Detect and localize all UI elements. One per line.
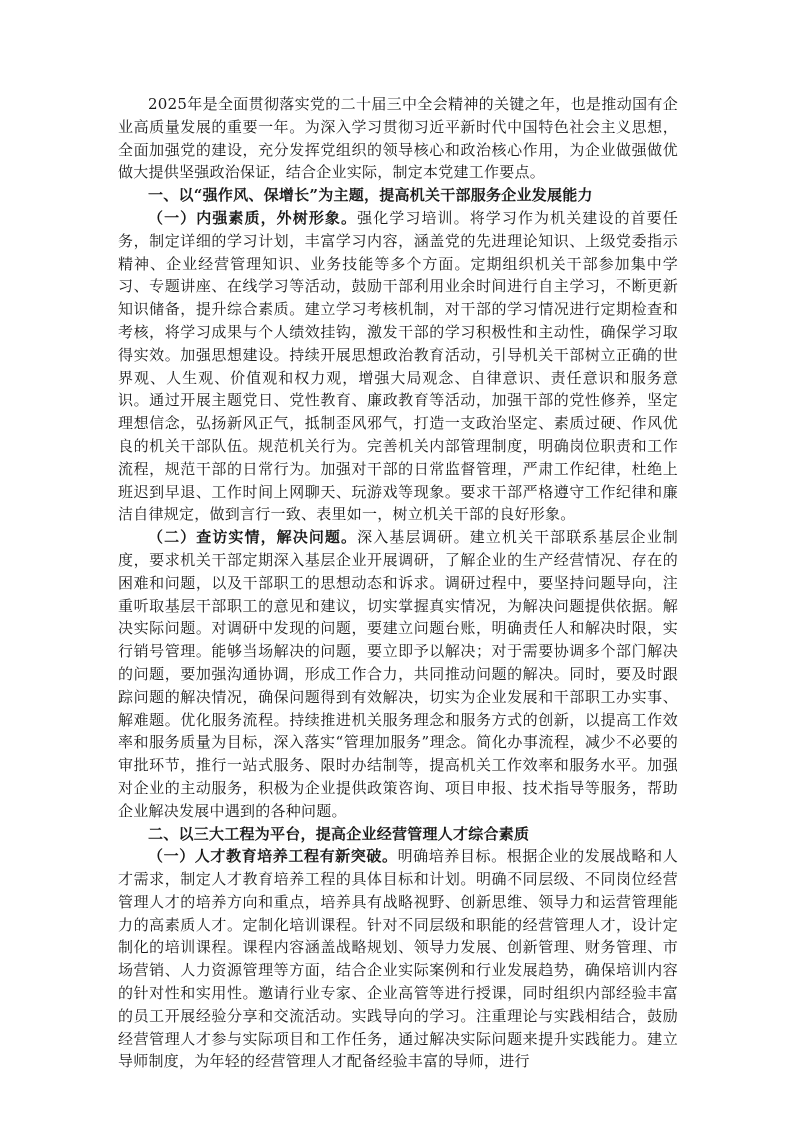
section-2-item-1-title: （一）人才教育培养工程有新突破。	[148, 847, 398, 866]
document-body	[118, 93, 678, 1073]
section-1-item-1	[118, 207, 678, 526]
section-2-item-1	[118, 845, 678, 1073]
section-2-heading: 二、以三大工程为平台，提高企业经营管理人才综合素质	[148, 824, 530, 843]
section-1-heading: 一、以“强作风、保增长”为主题，提高机关干部服务企业发展能力	[148, 186, 593, 205]
section-1-item-1-title: （一）内强素质，外树形象。	[148, 208, 358, 227]
intro-paragraph: 2025年是全面贯彻落实党的二十届三中全会精神的关键之年，也是推动国有企业高质量发展的重要一年。为深入学习贯彻习近平新时代中国特色社会主义思想，全面加强党的建设，充分发挥党组织的领导核心和政治核心作用，为企业做强做优做大提供坚强政治保证，结合企业实际，制定本党建工作要点。	[118, 95, 678, 182]
section-2-item-1-body: 明确培养目标。根据企业的发展战略和人才需求，制定人才教育培养工程的具体目标和计划。明确不同层级、不同岗位经营管理人才的培养方向和重点，培养具有战略视野、创新思维、领导力和运营管理能力的高素质人才。定制化培训课程。针对不同层级和职能的经营管理人才，设计定制化的培训课程。课程内容涵盖战略规划、领导力发展、创新管理、财务管理、市场营销、人力资源管理等方面，结合企业实际案例和行业发展趋势，确保培训内容的针对性和实用性。邀请行业专家、企业高管等进行授课，同时组织内部经验丰富的员工开展经验分享和交流活动。实践导向的学习。注重理论与实践相结合，鼓励经营管理人才参与实际项目和工作任务，通过解决实际问题来提升实践能力。建立导师制度，为年轻的经营管理人才配备经验丰富的导师，进行	[118, 847, 678, 1071]
section-1-item-2-body: 深入基层调研。建立机关干部联系基层企业制度，要求机关干部定期深入基层企业开展调研，了解企业的生产经营情况、存在的困难和问题，以及干部职工的思想动态和诉求。调研过程中，要坚持问题导向，注重听取基层干部职工的意见和建议，切实掌握真实情况，为解决问题提供依据。解决实际问题。对调研中发现的问题，要建立问题台账，明确责任人和解决时限，实行销号管理。能够当场解决的问题，要立即予以解决；对于需要协调多个部门解决的问题，要加强沟通协调，形成工作合力，共同推动问题的解决。同时，要及时跟踪问题的解决情况，确保问题得到有效解决，切实为企业发展和干部职工办实事、解难题。优化服务流程。持续推进机关服务理念和服务方式的创新，以提高工作效率和服务质量为目标，深入落实“管理加服务”理念。简化办事流程，减少不必要的审批环节，推行一站式服务、限时办结制等，提高机关工作效率和服务水平。加强对企业的主动服务，积极为企业提供政策咨询、项目申报、技术指导等服务，帮助企业解决发展中遇到的各种问题。	[118, 528, 678, 820]
section-1-item-1-body: 强化学习培训。将学习作为机关建设的首要任务，制定详细的学习计划，丰富学习内容，涵盖党的先进理论知识、上级党委指示精神、企业经营管理知识、业务技能等多个方面。定期组织机关干部参加集中学习、专题讲座、在线学习等活动，鼓励干部利用业余时间进行自主学习，不断更新知识储备，提升综合素质。建立学习考核机制，对干部的学习情况进行定期检查和考核，将学习成果与个人绩效挂钩，激发干部的学习积极性和主动性，确保学习取得实效。加强思想建设。持续开展思想政治教育活动，引导机关干部树立正确的世界观、人生观、价值观和权力观，增强大局观念、自律意识、责任意识和服务意识。通过开展主题党日、党性教育、廉政教育等活动，加强干部的党性修养，坚定理想信念，弘扬新风正气，抵制歪风邪气，打造一支政治坚定、素质过硬、作风优良的机关干部队伍。规范机关行为。完善机关内部管理制度，明确岗位职责和工作流程，规范干部的日常行为。加强对干部的日常监督管理，严肃工作纪律，杜绝上班迟到早退、工作时间上网聊天、玩游戏等现象。要求干部严格遵守工作纪律和廉洁自律规定，做到言行一致、表里如一，树立机关干部的良好形象。	[118, 208, 678, 524]
section-1-item-2-title: （二）查访实情，解决问题。	[148, 528, 358, 547]
section-1-item-2	[118, 526, 678, 822]
